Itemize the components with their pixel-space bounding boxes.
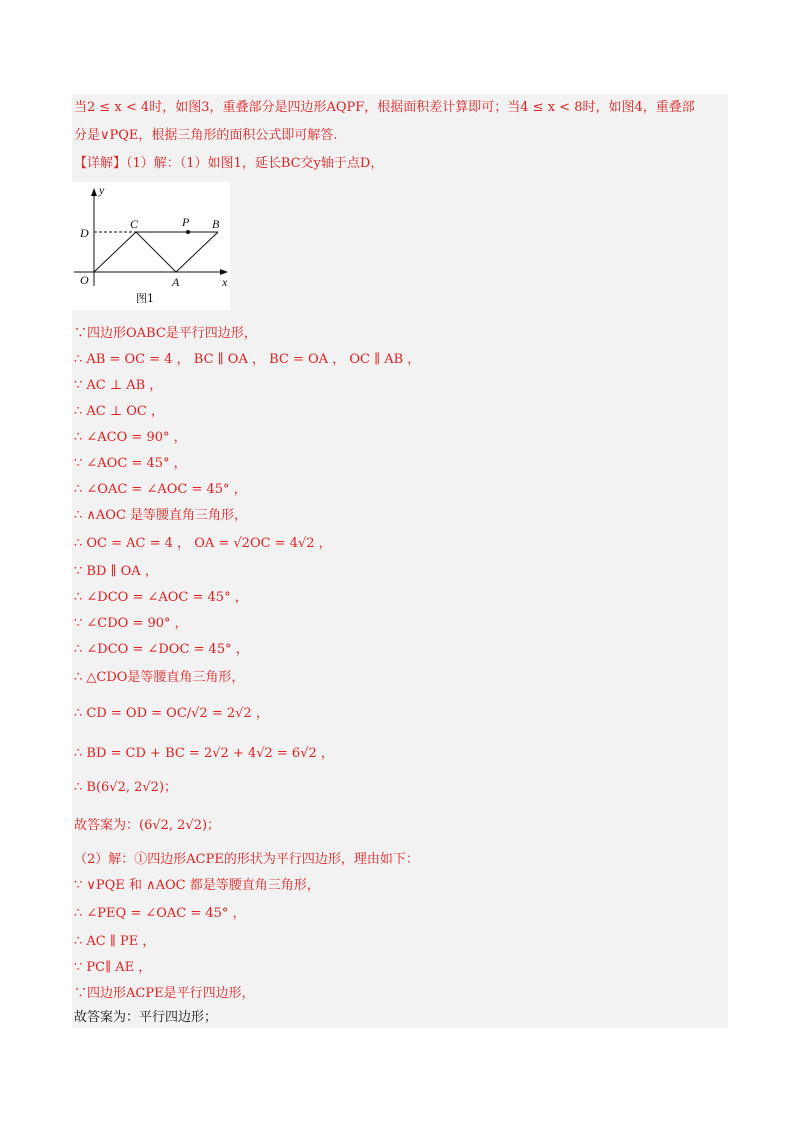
segment-oc (94, 232, 136, 272)
figure-1 (72, 182, 230, 310)
text-line-4: ∵四边形OABC是平行四边形， (74, 326, 257, 341)
text-line-1: 当2 ≤ x < 4时，如图3，重叠部分是四边形AQPF，根据面积差计算即可；当4 ≤ x < 8时，如图4，重叠部 (74, 100, 695, 115)
label-y: y (99, 183, 105, 197)
label-p: P (182, 215, 190, 229)
label-a: A (172, 275, 180, 289)
text-line-17: ∴ △CDO是等腰直角三角形， (74, 670, 245, 685)
text-line-2: 分是∨PQE，根据三角形的面积公式即可解答. (74, 128, 338, 143)
text-line-19: ∴ BD = CD + BC = 2√2 + 4√2 = 6√2 ， (74, 746, 334, 761)
figure-caption: 图1 (136, 292, 154, 305)
text-line-24: ∴ ∠PEQ = ∠OAC = 45° ， (74, 906, 246, 921)
label-c: C (130, 217, 139, 231)
text-line-18: ∴ CD = OD = OC/√2 = 2√2 ， (74, 706, 269, 721)
text-line-7: ∴ AC ⊥ OC ， (74, 404, 164, 419)
text-line-21: 故答案为：(6√2, 2√2)； (74, 818, 221, 833)
text-line-26: ∵ PC∥ AE ， (74, 960, 152, 975)
text-line-5: ∴ AB = OC = 4 ， BC ∥ OA ， BC = OA ， OC ∥ AB ， (74, 352, 421, 367)
y-axis-arrow (91, 188, 97, 196)
text-line-20: ∴ B(6√2, 2√2)； (74, 780, 178, 795)
text-line-11: ∴ ∧AOC 是等腰直角三角形， (74, 508, 248, 523)
text-line-27: ∵四边形ACPE是平行四边形， (74, 986, 255, 1001)
text-line-3: 【详解】（1）解：（1）如图1，延长BC交y轴于点D， (74, 156, 384, 171)
text-line-25: ∴ AC ∥ PE ， (74, 934, 156, 949)
text-line-15: ∵ ∠CDO = 90° ， (74, 616, 188, 631)
text-line-16: ∴ ∠DCO = ∠DOC = 45° ， (74, 642, 249, 657)
label-x: x (222, 275, 228, 289)
label-b: B (212, 217, 220, 231)
text-line-8: ∴ ∠ACO = 90° ， (74, 430, 187, 445)
text-line-10: ∴ ∠OAC = ∠AOC = 45° ， (74, 482, 247, 497)
text-line-23: ∵ ∨PQE 和 ∧AOC 都是等腰直角三角形， (74, 878, 320, 893)
segment-ca (136, 232, 176, 272)
text-line-9: ∵ ∠AOC = 45° ， (74, 456, 187, 471)
label-d: D (80, 226, 89, 240)
text-line-12: ∴ OC = AC = 4 ， OA = √2OC = 4√2 ， (74, 536, 332, 551)
text-line-22: （2）解：①四边形ACPE的形状为平行四边形，理由如下： (74, 852, 419, 867)
text-line-14: ∴ ∠DCO = ∠AOC = 45° ， (74, 590, 248, 605)
solution-panel (72, 94, 728, 1028)
text-line-28: 故答案为：平行四边形； (74, 1010, 218, 1025)
segment-ab (176, 232, 218, 272)
label-o: O (80, 273, 89, 287)
text-line-6: ∵ AC ⊥ AB ， (74, 378, 163, 393)
point-p (186, 230, 190, 234)
text-line-13: ∵ BD ∥ OA ， (74, 564, 158, 579)
